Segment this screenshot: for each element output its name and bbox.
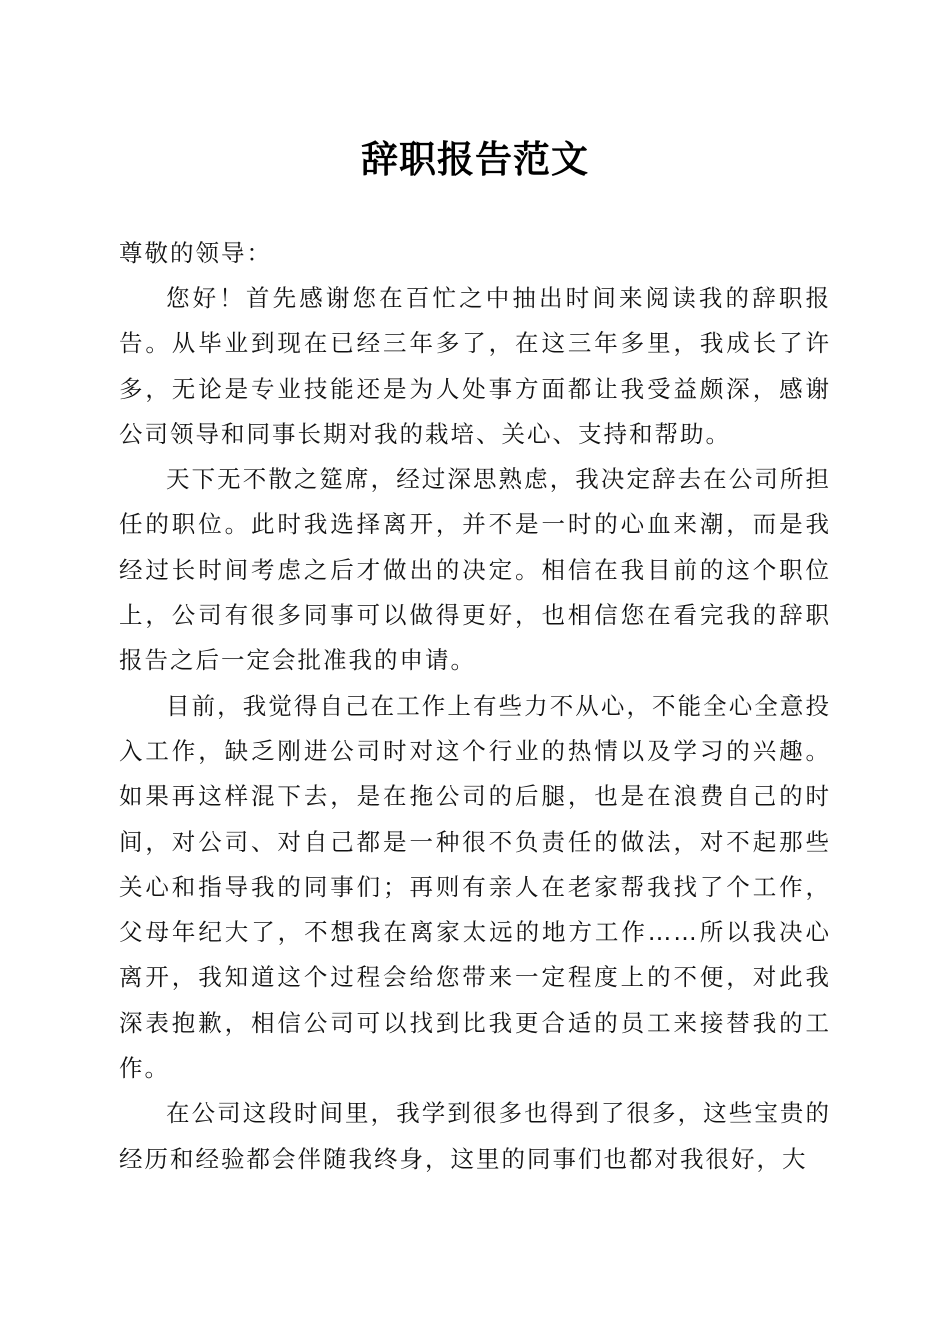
letter-body xyxy=(119,276,831,1182)
paragraph-decision: 天下无不散之筵席，经过深思熟虑，我决定辞去在公司所担任的职位。此时我选择离开，并不是一时的心血来潮，而是我经过长时间考虑之后才做出的决定。相信在我目前的这个职位上，公司有很多同事可以做得更好，也相信您在看完我的辞职报告之后一定会批准我的申请。 xyxy=(119,465,831,675)
document-title: 辞职报告范文 xyxy=(361,137,589,181)
paragraph-greeting: 您好！首先感谢您在百忙之中抽出时间来阅读我的辞职报告。从毕业到现在已经三年多了，在这三年多里，我成长了许多，无论是专业技能还是为人处事方面都让我受益颇深，感谢公司领导和同事长期对我的栽培、关心、支持和帮助。 xyxy=(119,284,831,448)
paragraph-reasons: 目前，我觉得自己在工作上有些力不从心，不能全心全意投入工作，缺乏刚进公司时对这个行业的热情以及学习的兴趣。如果再这样混下去，是在拖公司的后腿，也是在浪费自己的时间，对公司、对自己都是一种很不负责任的做法，对不起那些关心和指导我的同事们；再则有亲人在老家帮我找了个工作，父母年纪大了，不想我在离家太远的地方工作……所以我决心离开，我知道这个过程会给您带来一定程度上的不便，对此我深表抱歉，相信公司可以找到比我更合适的员工来接替我的工作。 xyxy=(119,691,831,1083)
salutation: 尊敬的领导： xyxy=(119,239,272,267)
paragraph-gratitude: 在公司这段时间里，我学到很多也得到了很多，这些宝贵的经历和经验都会伴随我终身，这里的同事们也都对我很好，大 xyxy=(119,1099,831,1173)
